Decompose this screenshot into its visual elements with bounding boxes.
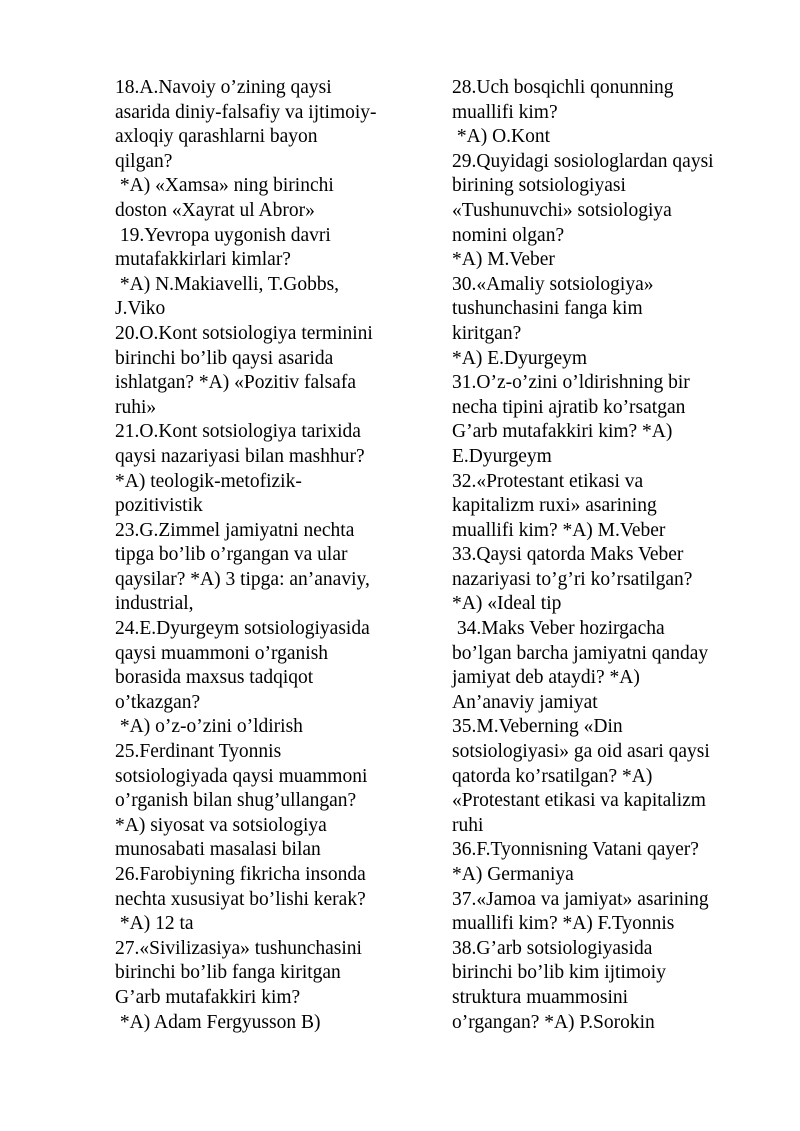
text-line: sotsiologiyasi» ga oid asari qaysi <box>452 741 710 763</box>
text-line: *A) teologik-metofizik- <box>115 470 302 492</box>
text-line: 31.O’z-o’zini o’ldirishning bir <box>452 372 690 394</box>
text-line: 23.G.Zimmel jamiyatni nechta <box>115 519 355 541</box>
text-line: 27.«Sivilizasiya» tushunchasini <box>115 937 362 959</box>
text-line: 21.O.Kont sotsiologiya tarixida <box>115 421 361 443</box>
text-line: *A) N.Makiavelli, T.Gobbs, <box>115 273 340 295</box>
text-line: 25.Ferdinant Tyonnis <box>115 741 282 763</box>
text-line: sotsiologiyada qaysi muammoni <box>115 765 368 787</box>
text-line: J.Viko <box>115 298 166 320</box>
text-line: bo’lgan barcha jamiyatni qanday <box>452 642 709 664</box>
text-line: *A) Germaniya <box>452 864 574 885</box>
text-line: mutafakkirlari kimlar? <box>115 249 291 271</box>
text-line: birinchi bo’lib qaysi asarida <box>115 347 334 369</box>
text-line: *A) Adam Fergyusson B) <box>115 1011 321 1033</box>
text-line: 30.«Amaliy sotsiologiya» <box>452 273 654 295</box>
text-line: 38.G’arb sotsiologiyasida <box>452 937 653 959</box>
text-line: 34.Maks Veber hozirgacha <box>452 618 665 640</box>
text-line: pozitivistik <box>115 495 203 517</box>
text-line: An’anaviy jamiyat <box>452 691 598 713</box>
text-line: jamiyat deb ataydi? *A) <box>452 667 640 689</box>
text-line: 37.«Jamoa va jamiyat» asarining <box>452 888 709 910</box>
text-line: 24.E.Dyurgeym sotsiologiyasida <box>115 618 370 640</box>
text-line: 19.Yevropa uygonish davri <box>115 224 331 246</box>
text-line: *A) siyosat va sotsiologiya <box>115 814 327 836</box>
text-line: axloqiy qarashlarni bayon <box>115 126 318 148</box>
text-line: *A) 12 ta <box>115 913 194 935</box>
text-line: muallifi kim? <box>452 101 558 123</box>
text-line: qaysi muammoni o’rganish <box>115 642 329 664</box>
text-line: 36.F.Tyonnisning Vatani qayer? <box>452 839 699 861</box>
text-line: munosabati masalasi bilan <box>115 839 321 861</box>
text-line: «Protestant etikasi va kapitalizm <box>452 790 706 812</box>
text-line: *A) «Xamsa» ning birinchi <box>115 175 334 197</box>
text-line: muallifi kim? *A) M.Veber <box>452 519 666 541</box>
text-line: 26.Farobiyning fikricha insonda <box>115 864 366 885</box>
text-line: necha tipini ajratib ko’rsatgan <box>452 396 686 418</box>
text-line: *A) O.Kont <box>452 126 551 148</box>
text-line: birinchi bo’lib fanga kiritgan <box>115 962 341 984</box>
text-line: 29.Quyidagi sosiologlardan qaysi <box>452 150 714 172</box>
text-line: industrial, <box>115 593 194 615</box>
text-line: ishlatgan? *A) «Pozitiv falsafa <box>115 372 356 394</box>
text-line: nechta xususiyat bo’lishi kerak? <box>115 888 366 910</box>
text-line: o’rgangan? *A) P.Sorokin <box>452 1011 655 1033</box>
text-line: G’arb mutafakkiri kim? <box>115 986 301 1008</box>
text-line: ruhi <box>452 814 484 836</box>
text-line: muallifi kim? *A) F.Tyonnis <box>452 913 675 935</box>
text-line: 18.A.Navoiy o’zining qaysi <box>115 77 332 98</box>
text-line: asarida diniy-falsafiy va ijtimoiy- <box>115 101 377 123</box>
text-line: G’arb mutafakkiri kim? *A) <box>452 421 673 443</box>
text-line: nazariyasi to’g’ri ko’rsatilgan? <box>452 568 693 590</box>
right-column <box>452 76 752 1035</box>
text-line: 32.«Protestant etikasi va <box>452 470 644 492</box>
text-line: birining sotsiologiyasi <box>452 175 626 197</box>
text-line: *A) E.Dyurgeym <box>452 347 588 369</box>
left-column <box>115 76 415 1035</box>
text-line: o’tkazgan? <box>115 691 201 713</box>
text-line: tipga bo’lib o’rgangan va ular <box>115 544 348 566</box>
text-line: qatorda ko’rsatilgan? *A) <box>452 765 653 787</box>
text-line: qilgan? <box>115 150 173 172</box>
text-line: o’rganish bilan shug’ullangan? <box>115 790 357 812</box>
text-line: 28.Uch bosqichli qonunning <box>452 77 674 98</box>
text-line: ruhi» <box>115 396 157 418</box>
text-line: *A) M.Veber <box>452 249 555 271</box>
text-line: 35.M.Veberning «Din <box>452 716 623 738</box>
text-line: 33.Qaysi qatorda Maks Veber <box>452 544 684 566</box>
text-line: struktura muammosini <box>452 986 629 1008</box>
text-line: qaysilar? *A) 3 tipga: an’anaviy, <box>115 568 370 590</box>
text-line: 20.O.Kont sotsiologiya terminini <box>115 322 373 344</box>
text-line: qaysi nazariyasi bilan mashhur? <box>115 445 365 467</box>
text-line: *A) o’z-o’zini o’ldirish <box>115 716 303 738</box>
text-line: birinchi bo’lib kim ijtimoiy <box>452 962 666 984</box>
text-line: nomini olgan? <box>452 224 565 246</box>
text-line: E.Dyurgeym <box>452 445 552 467</box>
text-line: borasida maxsus tadqiqot <box>115 667 314 689</box>
text-line: doston «Xayrat ul Abror» <box>115 199 315 221</box>
text-line: *A) «Ideal tip <box>452 593 562 615</box>
text-line: kiritgan? <box>452 322 522 344</box>
text-line: «Tushunuvchi» sotsiologiya <box>452 199 672 221</box>
text-line: tushunchasini fanga kim <box>452 298 643 320</box>
text-line: kapitalizm ruxi» asarining <box>452 495 657 517</box>
